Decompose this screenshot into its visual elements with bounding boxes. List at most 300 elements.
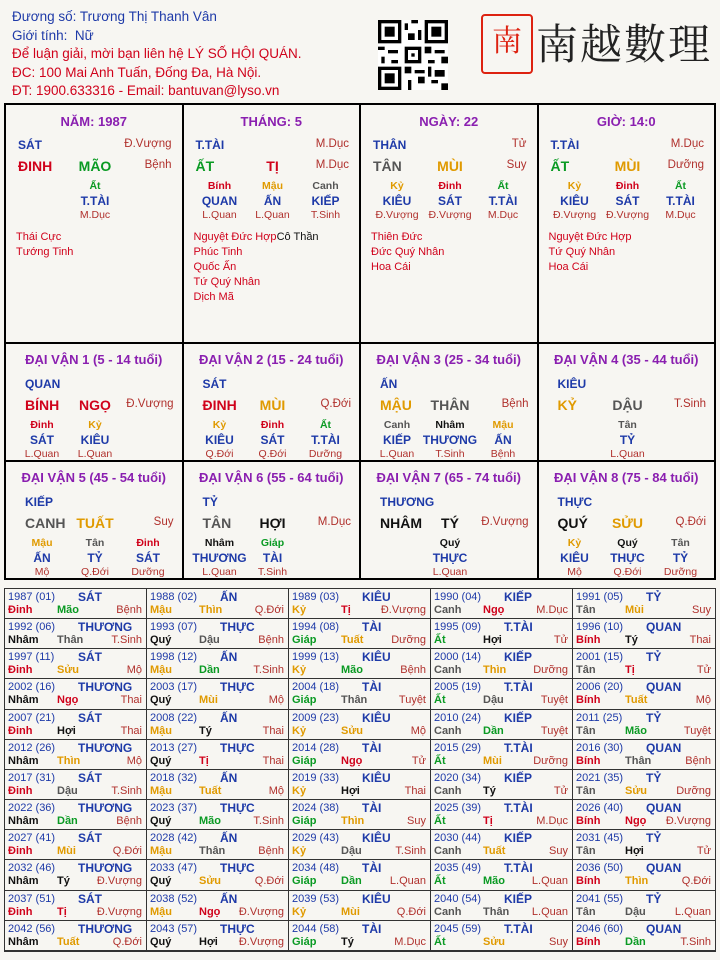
year-ten-god: TÀI [362,801,382,816]
year-cell [289,740,431,770]
year-cell [289,891,431,921]
year-branch: Thìn [341,815,365,828]
qr-code-icon [378,20,448,90]
hidden-state: Dưỡng [308,448,343,460]
year-label: 2045 (59) [434,922,482,935]
year-stem: Ất [434,634,446,647]
state-bottom: Bệnh [144,159,172,171]
year-ten-god: SÁT [78,770,102,785]
year-state: Thai [404,784,426,797]
year-stem: Canh [434,724,462,737]
hidden-stem: Canh [383,419,411,431]
year-cell [5,619,147,649]
year-branch: Tuất [57,935,80,948]
ten-god-stem: THỰC [557,495,593,509]
year-ten-god: TÀI [362,620,382,635]
year-cell [573,800,715,830]
year-cell [431,649,573,679]
hidden-stem: Ất [89,180,101,192]
year-branch: Tuất [483,845,506,858]
year-cell [573,589,715,619]
year-state: Tử [696,845,711,858]
state-bottom: M.Dục [315,159,349,171]
year-branch: Thân [341,694,368,707]
dai-van-title: ĐẠI VẬN 3 (25 - 34 tuổi) [376,352,521,367]
year-label: 2034 (48) [292,862,340,875]
hidden-state: T.Sinh [310,209,341,221]
year-stem: Giáp [292,815,317,828]
year-stem: Bính [576,754,601,767]
hidden-state: L.Quan [202,209,237,221]
year-stem: Ất [434,694,446,707]
year-ten-god: ẤN [220,650,238,665]
year-state: T.Sinh [680,935,711,948]
year-stem: Tân [576,664,596,677]
year-stem: Canh [434,905,462,918]
year-stem: Mậu [150,664,172,677]
year-cell [431,770,573,800]
year-label: 2023 (37) [150,802,198,815]
year-ten-god: T.TÀI [504,801,533,816]
year-label: 2022 (36) [8,802,56,815]
year-state: Q.Đới [112,845,142,858]
year-stem: Tân [576,845,596,858]
hidden-ten-god: KIÊU [382,194,412,208]
dai-van-title: ĐẠI VẬN 1 (5 - 14 tuổi) [25,352,163,367]
heavenly-stem: ẤT [195,158,215,174]
hidden-ten-god: TÀI [262,551,283,565]
year-state: Suy [692,604,711,616]
year-branch: Mùi [57,845,76,858]
year-state: Tuyệt [540,724,568,737]
year-stem: Ất [434,875,446,888]
year-branch: Dậu [625,905,646,918]
year-branch: Mão [341,664,363,677]
year-state: Tuyệt [683,724,711,737]
year-stem: Mậu [150,784,172,797]
year-ten-god: KIÊU [362,831,391,846]
star-item: Phúc Tinh [193,246,243,258]
hidden-stem: Đinh [438,180,462,192]
hidden-ten-god: T.TÀI [488,194,518,208]
year-state: Dưỡng [391,634,426,647]
hidden-ten-god: T.TÀI [311,433,340,447]
dai-van-5 [6,462,184,580]
hidden-state: Dưỡng [131,566,165,578]
year-state: Dưỡng [676,784,711,797]
year-label: 2008 (22) [150,711,198,724]
year-stem: Đinh [8,784,33,797]
hidden-state: Bệnh [490,448,516,460]
year-branch: Tị [57,905,67,918]
year-cell [147,770,289,800]
year-label: 2042 (56) [8,922,56,935]
year-cell [147,589,289,619]
year-label: 2006 (20) [576,681,624,694]
year-stem: Giáp [292,754,317,767]
dai-van-8 [539,462,715,580]
year-branch: Sửu [625,784,648,797]
star-item: Đức Quý Nhân [371,246,445,258]
year-stem: Kỷ [292,905,307,918]
hidden-state: L.Quan [379,448,415,460]
year-ten-god: THƯƠNG [78,801,133,816]
header [0,0,720,100]
year-branch: Thìn [483,664,507,677]
year-label: 2004 (18) [292,681,340,694]
year-stem: Kỷ [292,604,307,616]
hidden-ten-god: KIẾP [382,433,411,447]
hidden-state: L.Quan [202,566,237,578]
year-label: 1989 (03) [292,591,340,603]
hidden-state: Q.Đới [613,566,642,578]
year-label: 1998 (12) [150,651,198,664]
year-cell [431,891,573,921]
star-item: Nguyệt Đức Hợp [193,231,277,243]
year-stem: Mậu [150,724,172,737]
hidden-ten-god: SÁT [136,551,160,565]
year-stem: Quý [150,815,172,828]
hidden-state: Q.Đới [205,448,234,460]
owner-info [12,8,301,101]
year-ten-god: THỰC [220,680,255,695]
star-line [194,260,319,275]
year-label: 2019 (33) [292,771,340,784]
year-branch: Sửu [57,664,80,677]
year-stem: Giáp [292,935,317,948]
heavenly-stem: QUÝ [557,515,588,531]
auspicious-stars [371,230,444,275]
year-stem: Nhâm [8,754,39,767]
year-ten-god: ẤN [220,891,238,906]
year-branch: Tuất [625,694,648,707]
earthly-branch: DẬU [612,397,643,413]
hidden-state: L.Quan [24,448,60,460]
year-state: L.Quan [531,905,568,918]
state-top: M.Dục [670,138,704,150]
star-item: Nguyệt Đức Hợp [548,231,632,243]
earthly-branch: SỬU [611,515,644,531]
year-stem: Đinh [8,604,33,616]
hidden-ten-god: SÁT [615,194,640,208]
year-ten-god: TÀI [362,921,382,936]
star-line [194,290,319,305]
year-label: 2016 (30) [576,741,624,754]
year-label: 2012 (26) [8,741,56,754]
year-stem: Nhâm [8,875,39,888]
pillar-title: GIỜ: 14:0 [596,114,656,129]
year-state: Thai [120,724,142,737]
year-label: 1993 (07) [150,621,198,634]
hidden-state: Đ.Vượng [605,209,650,221]
year-stem: Đinh [8,724,33,737]
heavenly-stem: ĐINH [18,158,53,174]
year-cell [573,649,715,679]
hidden-state: Q.Đới [81,566,109,578]
year-label: 2018 (32) [150,771,198,784]
year-cell [573,619,715,649]
year-stem: Quý [150,875,172,888]
year-cell [573,860,715,890]
hidden-ten-god: THƯƠNG [422,433,478,447]
year-label: 2031 (45) [576,832,624,845]
year-branch: Dậu [199,634,220,647]
star-line [16,230,73,245]
year-stem: Giáp [292,694,317,707]
hidden-ten-god: THỰC [432,551,468,565]
year-state: Tử [411,754,426,767]
star-item: Tứ Quý Nhân [193,276,261,288]
year-cell [147,740,289,770]
year-cell [289,649,431,679]
hidden-state: M.Dục [665,209,696,221]
year-branch: Ngọ [625,815,647,828]
earthly-branch: MÃO [78,158,112,174]
year-branch: Dần [199,664,220,677]
star-line [194,245,319,260]
year-branch: Tý [57,875,70,888]
year-cell [5,679,147,709]
year-cell [431,589,573,619]
year-label: 1997 (11) [8,651,55,664]
year-branch: Mùi [341,905,360,918]
year-ten-god: QUAN [646,921,682,936]
year-state: Tuyệt [398,694,426,707]
year-ten-god: THỰC [220,740,255,755]
star-item: Hoa Cái [371,261,411,273]
year-branch: Tý [199,724,212,737]
year-cell [5,740,147,770]
dai-van-title: ĐẠI VẬN 8 (75 - 84 tuổi) [554,470,699,485]
year-stem: Canh [434,845,462,858]
year-ten-god: TỶ [646,710,662,725]
hidden-ten-god: ẤN [33,551,51,565]
year-stem: Quý [150,935,172,948]
earthly-branch: MÙI [437,158,463,174]
earthly-branch: TUẤT [76,515,114,531]
year-ten-god: SÁT [78,710,102,725]
dai-van-4 [539,344,715,462]
year-ten-god: SÁT [78,650,102,665]
year-stem: Tân [576,724,596,737]
year-label: 2013 (27) [150,741,198,754]
ten-god-stem: SÁT [18,138,42,152]
year-state: Mộ [410,724,426,737]
year-stem: Giáp [292,875,317,888]
year-label: 2011 (25) [576,711,623,724]
year-branch: Dần [57,815,78,828]
year-branch: Tuất [341,634,364,647]
hidden-stem: Tân [85,537,105,549]
year-stem: Tân [576,784,596,797]
year-cell [289,830,431,860]
year-state: Đ.Vượng [238,935,284,948]
year-label: 2028 (42) [150,832,198,845]
year-cell [289,679,431,709]
year-state: Bệnh [116,604,142,616]
state: Đ.Vượng [481,516,529,528]
year-state: L.Quan [531,875,568,888]
year-label: 1995 (09) [434,621,482,634]
ten-god-stem: THÂN [373,138,407,152]
dai-van-7 [361,462,539,580]
year-stem: Canh [434,664,462,677]
year-state: M.Dục [536,815,568,828]
year-state: M.Dục [394,935,426,948]
year-ten-god: TÀI [362,740,382,755]
hidden-stem: Nhâm [204,537,235,549]
heavenly-stem: CANH [25,515,66,531]
year-state: Q.Đới [254,604,284,616]
hidden-stem: Đinh [260,419,285,431]
year-label: 2036 (50) [576,862,624,875]
year-ten-god: THƯƠNG [78,921,133,936]
year-ten-god: T.TÀI [504,861,533,876]
year-ten-god: KIÊU [362,891,391,906]
hidden-state: T.Sinh [435,448,465,460]
year-branch: Dần [341,875,362,888]
year-cell [289,589,431,619]
year-stem: Quý [150,694,172,707]
year-cell [431,921,573,951]
year-stem: Mậu [150,604,172,616]
year-ten-god: TỶ [646,650,662,665]
earthly-branch: TÝ [441,515,459,531]
year-label: 2002 (16) [8,681,56,694]
year-stem: Nhâm [8,694,39,707]
star-item: Quốc Ấn [193,261,237,273]
hidden-state: T.Sinh [257,566,288,578]
hidden-state: L.Quan [255,209,290,221]
year-cell [573,921,715,951]
year-label: 2041 (55) [576,892,624,905]
year-branch: Thân [199,845,226,858]
hidden-ten-god: ẤN [263,194,282,208]
hidden-stem: Kỷ [390,180,404,192]
state: Bệnh [501,398,529,410]
heavenly-stem: NHÂM [380,515,422,531]
year-branch: Hợi [57,724,76,737]
hidden-stem: Quý [439,537,461,549]
chart-grid [4,103,716,580]
hidden-stem: Tân [671,537,690,549]
year-ten-god: T.TÀI [504,620,533,635]
year-branch: Tý [625,634,638,647]
year-branch: Tý [483,784,496,797]
year-ten-god: KIẾP [504,710,533,725]
year-state: Bệnh [258,845,284,858]
year-branch: Hợi [625,845,644,858]
hidden-stem: Tân [618,419,637,431]
year-cell [147,619,289,649]
year-ten-god: ẤN [220,590,238,604]
red-seal-stamp: 南 [481,14,533,74]
phone-email-line: ĐT: 1900.633316 - Email: bantuvan@lyso.vn [12,83,280,98]
year-ten-god: ẤN [220,770,238,785]
hidden-ten-god: THỰC [610,551,645,565]
star-line [371,245,444,260]
year-branch: Tị [483,815,493,828]
year-label: 1999 (13) [292,651,340,664]
year-state: Q.Đới [396,905,426,918]
year-cell [5,710,147,740]
star-line [194,275,319,290]
year-branch: Dần [625,935,646,948]
year-cell [147,649,289,679]
year-state: Mộ [268,694,284,707]
star-item: Tứ Quý Nhân [548,246,616,258]
heavenly-stem: TÂN [373,158,402,174]
year-label: 1990 (04) [434,591,482,603]
year-state: Tử [696,664,711,677]
state: Suy [153,516,174,528]
year-ten-god: SÁT [78,590,102,604]
year-state: Mộ [268,784,284,797]
pillar-4 [539,105,715,342]
year-branch: Dậu [483,694,504,707]
year-cell [573,710,715,740]
year-state: Mộ [126,754,142,767]
dai-van-6 [184,462,362,580]
year-cell [573,740,715,770]
year-stem: Bính [576,875,601,888]
year-ten-god: TỶ [646,891,662,906]
hidden-state: L.Quan [610,448,645,460]
year-label: 1987 (01) [8,591,56,603]
heavenly-stem: MẬU [380,397,412,413]
year-label: 2000 (14) [434,651,482,664]
dai-van-2 [184,344,362,462]
hidden-ten-god: KIÊU [80,433,110,447]
year-ten-god: THỰC [220,801,255,816]
year-stem: Kỷ [292,784,307,797]
year-branch: Mão [625,724,647,737]
year-ten-god: TỶ [646,590,662,604]
year-cell [573,679,715,709]
gender-value: Nữ [74,27,94,43]
hidden-ten-god: SÁT [30,433,54,447]
year-label: 2010 (24) [434,711,482,724]
ten-god-stem: SÁT [202,377,227,391]
year-state: Suy [407,815,426,828]
auspicious-stars [549,230,632,275]
year-branch: Tị [625,664,635,677]
year-stem: Bính [576,694,601,707]
hidden-ten-god: THƯƠNG [192,551,247,565]
year-ten-god: SÁT [78,891,102,906]
year-branch: Hợi [199,935,218,948]
year-cell [573,830,715,860]
year-ten-god: T.TÀI [504,680,533,695]
year-stem: Tân [576,604,596,616]
pillar-title: NGÀY: 22 [419,114,479,129]
star-item: Tướng Tinh [16,246,74,258]
year-ten-god: TỶ [646,770,662,785]
earthly-branch: TỊ [266,158,279,174]
year-stem: Đinh [8,905,33,918]
year-label: 2014 (28) [292,741,340,754]
year-cell [147,679,289,709]
state: Đ.Vượng [126,398,174,410]
year-label: 2007 (21) [8,711,56,724]
year-state: Đ.Vượng [380,604,426,616]
year-stem: Mậu [150,905,172,918]
year-label: 2046 (60) [576,922,624,935]
year-stem: Nhâm [8,634,39,647]
year-branch: Ngọ [199,905,221,918]
year-branch: Hợi [483,634,502,647]
year-label: 2037 (51) [8,892,56,905]
